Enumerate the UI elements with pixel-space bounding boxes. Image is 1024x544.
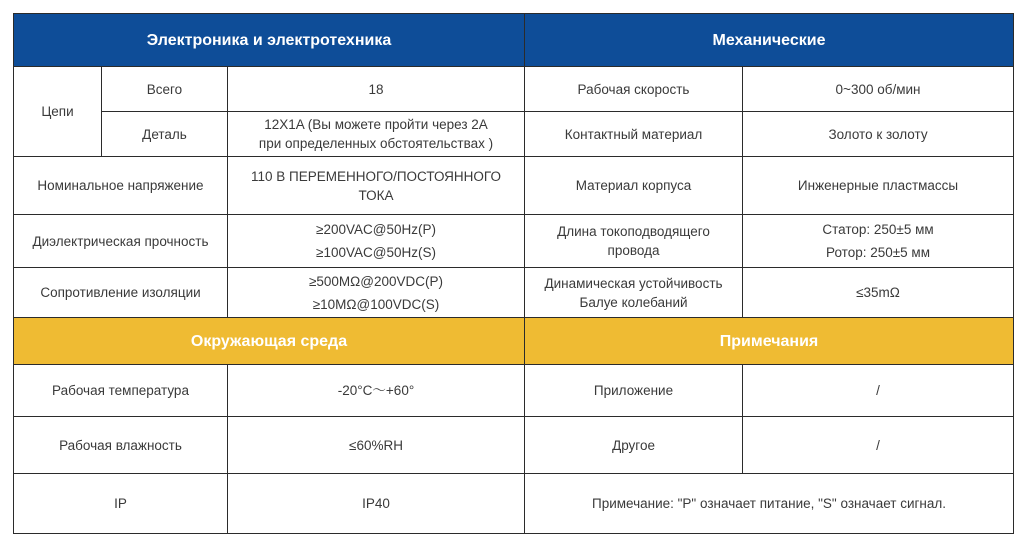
insulation-value-line-2: ≥10MΩ@100VDC(S) [312, 296, 440, 312]
dielectric-label: Диэлектрическая прочность [14, 215, 228, 268]
table-row [14, 67, 1014, 112]
speed-value: 0~300 об/мин [743, 67, 1014, 112]
contact-value: Золото к золоту [743, 112, 1014, 157]
table-row [14, 417, 1014, 474]
voltage-value-line-2: ТОКА [358, 187, 394, 203]
insulation-value-line-1: ≥500MΩ@200VDC(P) [309, 273, 443, 289]
lead-length-stator: Статор: 250±5 мм [822, 222, 934, 237]
housing-value: Инженерные пластмассы [743, 157, 1014, 215]
ip-label: IP [14, 474, 228, 534]
temperature-label: Рабочая температура [14, 365, 228, 417]
table-row [14, 112, 1014, 157]
table-row [14, 474, 1014, 534]
application-value: / [743, 365, 1014, 417]
table-row [14, 157, 1014, 215]
lead-length-rotor: Ротор: 250±5 мм [826, 245, 930, 260]
lead-length-label-line-1: Длина токоподводящего [557, 224, 710, 239]
voltage-value [228, 157, 525, 215]
voltage-label: Номинальное напряжение [14, 157, 228, 215]
table-row [14, 215, 1014, 268]
ip-value: IP40 [228, 474, 525, 534]
circuits-label: Цепи [14, 67, 102, 157]
insulation-label: Сопротивление изоляции [14, 268, 228, 318]
detail-value-line-1: 12X1A (Вы можете пройти через 2A [264, 117, 488, 132]
section-header-electronics: Электроника и электротехника [14, 14, 525, 67]
section-header-notes: Примечания [525, 318, 1014, 365]
humidity-value: ≤60%RH [228, 417, 525, 474]
table-row [14, 365, 1014, 417]
detail-label: Деталь [102, 112, 228, 157]
dynamic-stability-label-line-1: Динамическая устойчивость [544, 275, 723, 291]
dielectric-value [228, 215, 525, 268]
contact-label: Контактный материал [525, 112, 743, 157]
humidity-label: Рабочая влажность [14, 417, 228, 474]
total-value: 18 [228, 67, 525, 112]
detail-value [228, 112, 525, 157]
lead-length-label-line-2: провода [607, 243, 660, 258]
signal-remark: Примечание: "P" означает питание, "S" означает сигнал. [525, 474, 1014, 534]
section-header-environment: Окружающая среда [14, 318, 525, 365]
total-label: Всего [102, 67, 228, 112]
dielectric-value-line-1: ≥200VAC@50Hz(P) [316, 222, 436, 237]
voltage-value-line-1: 110 В ПЕРЕМЕННОГО/ПОСТОЯННОГО [251, 168, 501, 184]
dynamic-stability-label [525, 268, 743, 318]
specification-table [13, 13, 1014, 534]
section-header-mechanical: Механические [525, 14, 1014, 67]
other-label: Другое [525, 417, 743, 474]
lead-length-label [525, 215, 743, 268]
header-row-top [14, 14, 1014, 67]
housing-label: Материал корпуса [525, 157, 743, 215]
speed-label: Рабочая скорость [525, 67, 743, 112]
detail-value-line-2: при определенных обстоятельствах ) [258, 136, 494, 151]
dynamic-stability-value: ≤35mΩ [743, 268, 1014, 318]
lead-length-value [743, 215, 1014, 268]
insulation-value [228, 268, 525, 318]
temperature-value: -20°C～+60° [228, 365, 525, 417]
dielectric-value-line-2: ≥100VAC@50Hz(S) [316, 245, 436, 260]
other-value: / [743, 417, 1014, 474]
table-row [14, 268, 1014, 318]
application-label: Приложение [525, 365, 743, 417]
dynamic-stability-label-line-2: Балуе колебаний [579, 294, 688, 310]
header-row-bottom [14, 318, 1014, 365]
